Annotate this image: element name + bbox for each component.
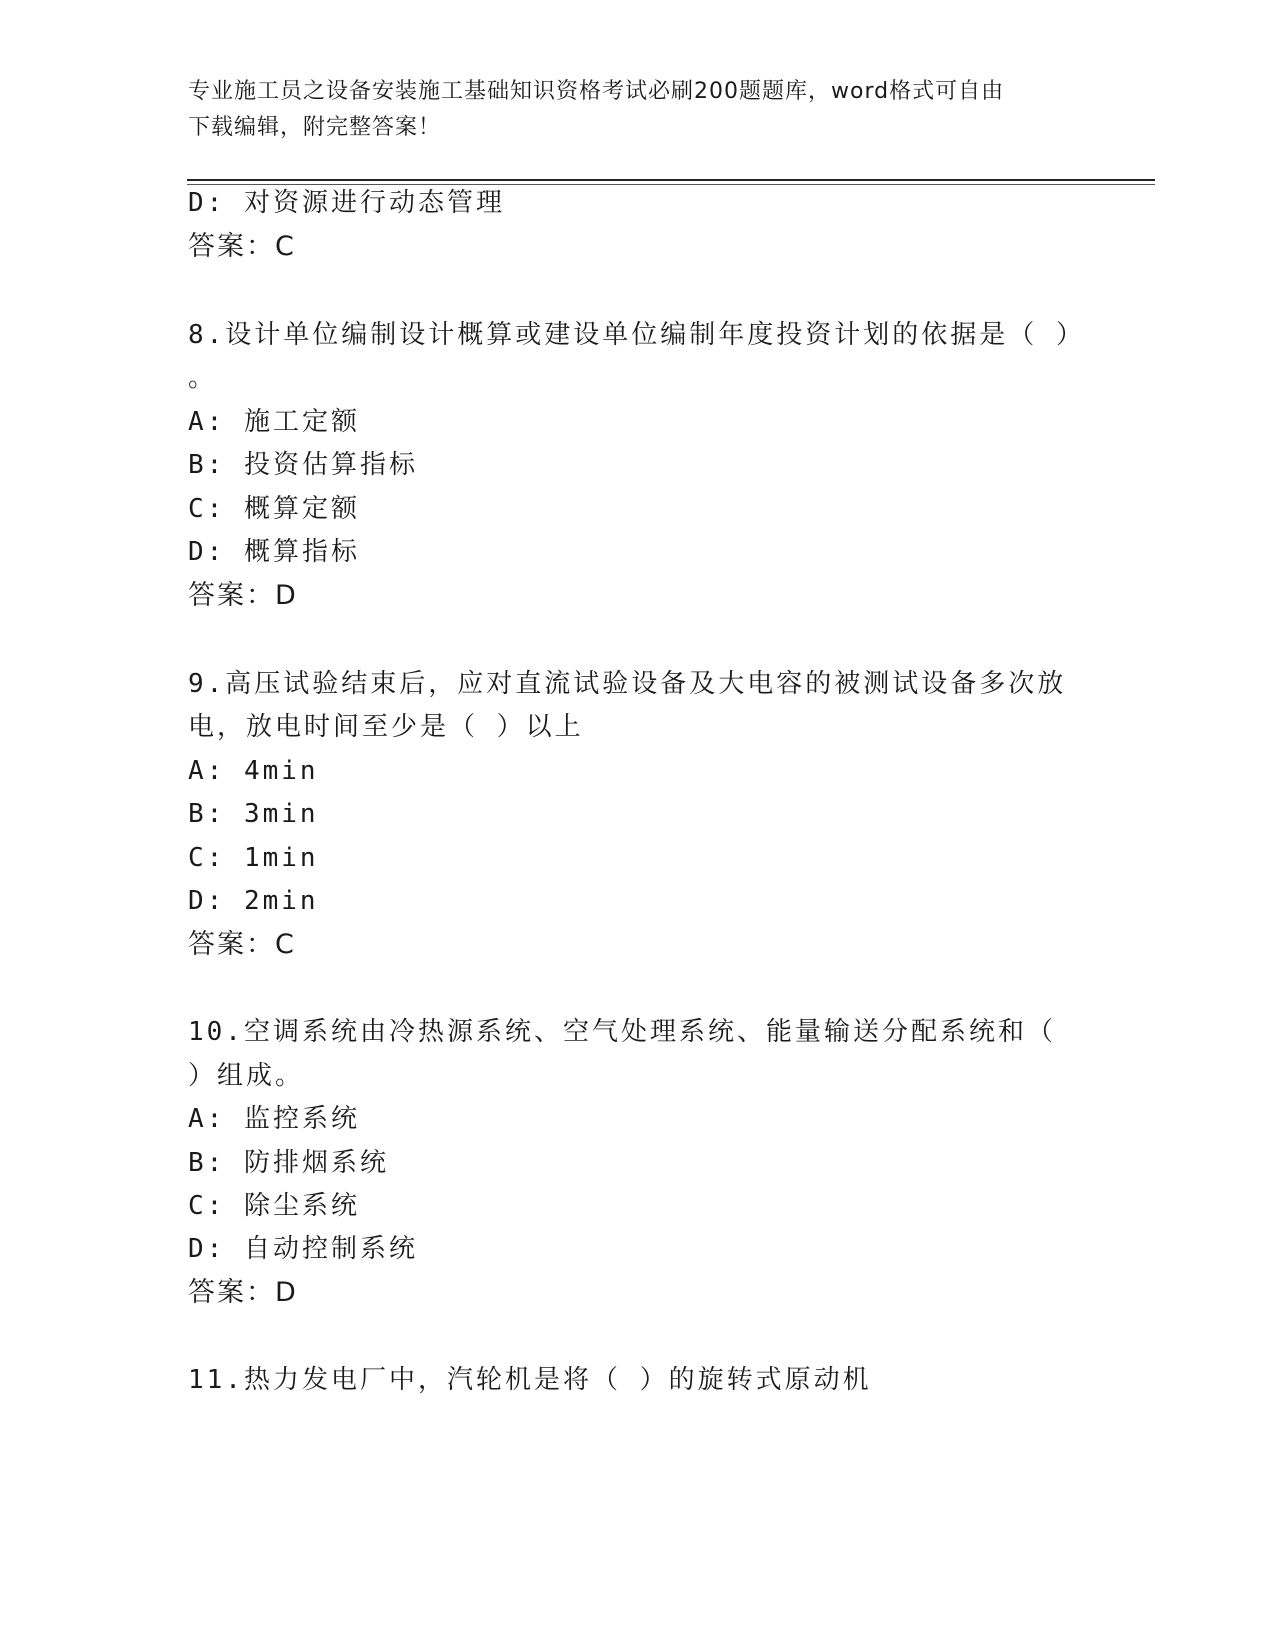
q7-answer: 答案：C — [188, 231, 296, 262]
q9-option-d: D: 2min — [188, 886, 319, 916]
q10-option-b: B: 防排烟系统 — [188, 1148, 389, 1178]
q9-option-b: B: 3min — [188, 799, 319, 829]
header-title-line1: 专业施工员之设备安装施工基础知识资格考试必刷200题题库，word格式可自由 — [188, 79, 1005, 104]
q10-stem-line2: ）组成。 — [188, 1061, 305, 1091]
q8-option-d: D: 概算指标 — [188, 537, 360, 567]
q11-stem-line1: 11.热力发电厂中，汽轮机是将（ ）的旋转式原动机 — [188, 1365, 872, 1395]
header-divider-thin — [187, 184, 1155, 185]
q10-option-a: A: 监控系统 — [188, 1104, 360, 1134]
q8-option-a: A: 施工定额 — [188, 407, 360, 437]
q8-stem-line1: 8.设计单位编制设计概算或建设单位编制年度投资计划的依据是（ ） — [188, 320, 1085, 350]
q8-stem-line2: 。 — [188, 363, 218, 393]
q8-option-c: C: 概算定额 — [188, 494, 360, 524]
header-title-line2: 下载编辑，附完整答案！ — [188, 115, 442, 140]
q9-stem-line2: 电，放电时间至少是（ ）以上 — [188, 712, 584, 742]
q10-option-c: C: 除尘系统 — [188, 1191, 360, 1221]
q8-answer: 答案：D — [188, 580, 298, 611]
header-divider-thick — [187, 179, 1155, 181]
q9-answer: 答案：C — [188, 929, 296, 960]
q9-option-a: A: 4min — [188, 756, 319, 786]
q8-option-b: B: 投资估算指标 — [188, 450, 418, 480]
q10-answer: 答案：D — [188, 1277, 298, 1308]
document-header — [188, 74, 1068, 146]
q7-option-d: D: 对资源进行动态管理 — [188, 188, 505, 218]
q10-stem-line1: 10.空调系统由冷热源系统、空气处理系统、能量输送分配系统和（ — [188, 1017, 1056, 1047]
q10-option-d: D: 自动控制系统 — [188, 1234, 418, 1264]
q9-option-c: C: 1min — [188, 843, 319, 873]
q9-stem-line1: 9.高压试验结束后，应对直流试验设备及大电容的被测试设备多次放 — [188, 669, 1067, 699]
